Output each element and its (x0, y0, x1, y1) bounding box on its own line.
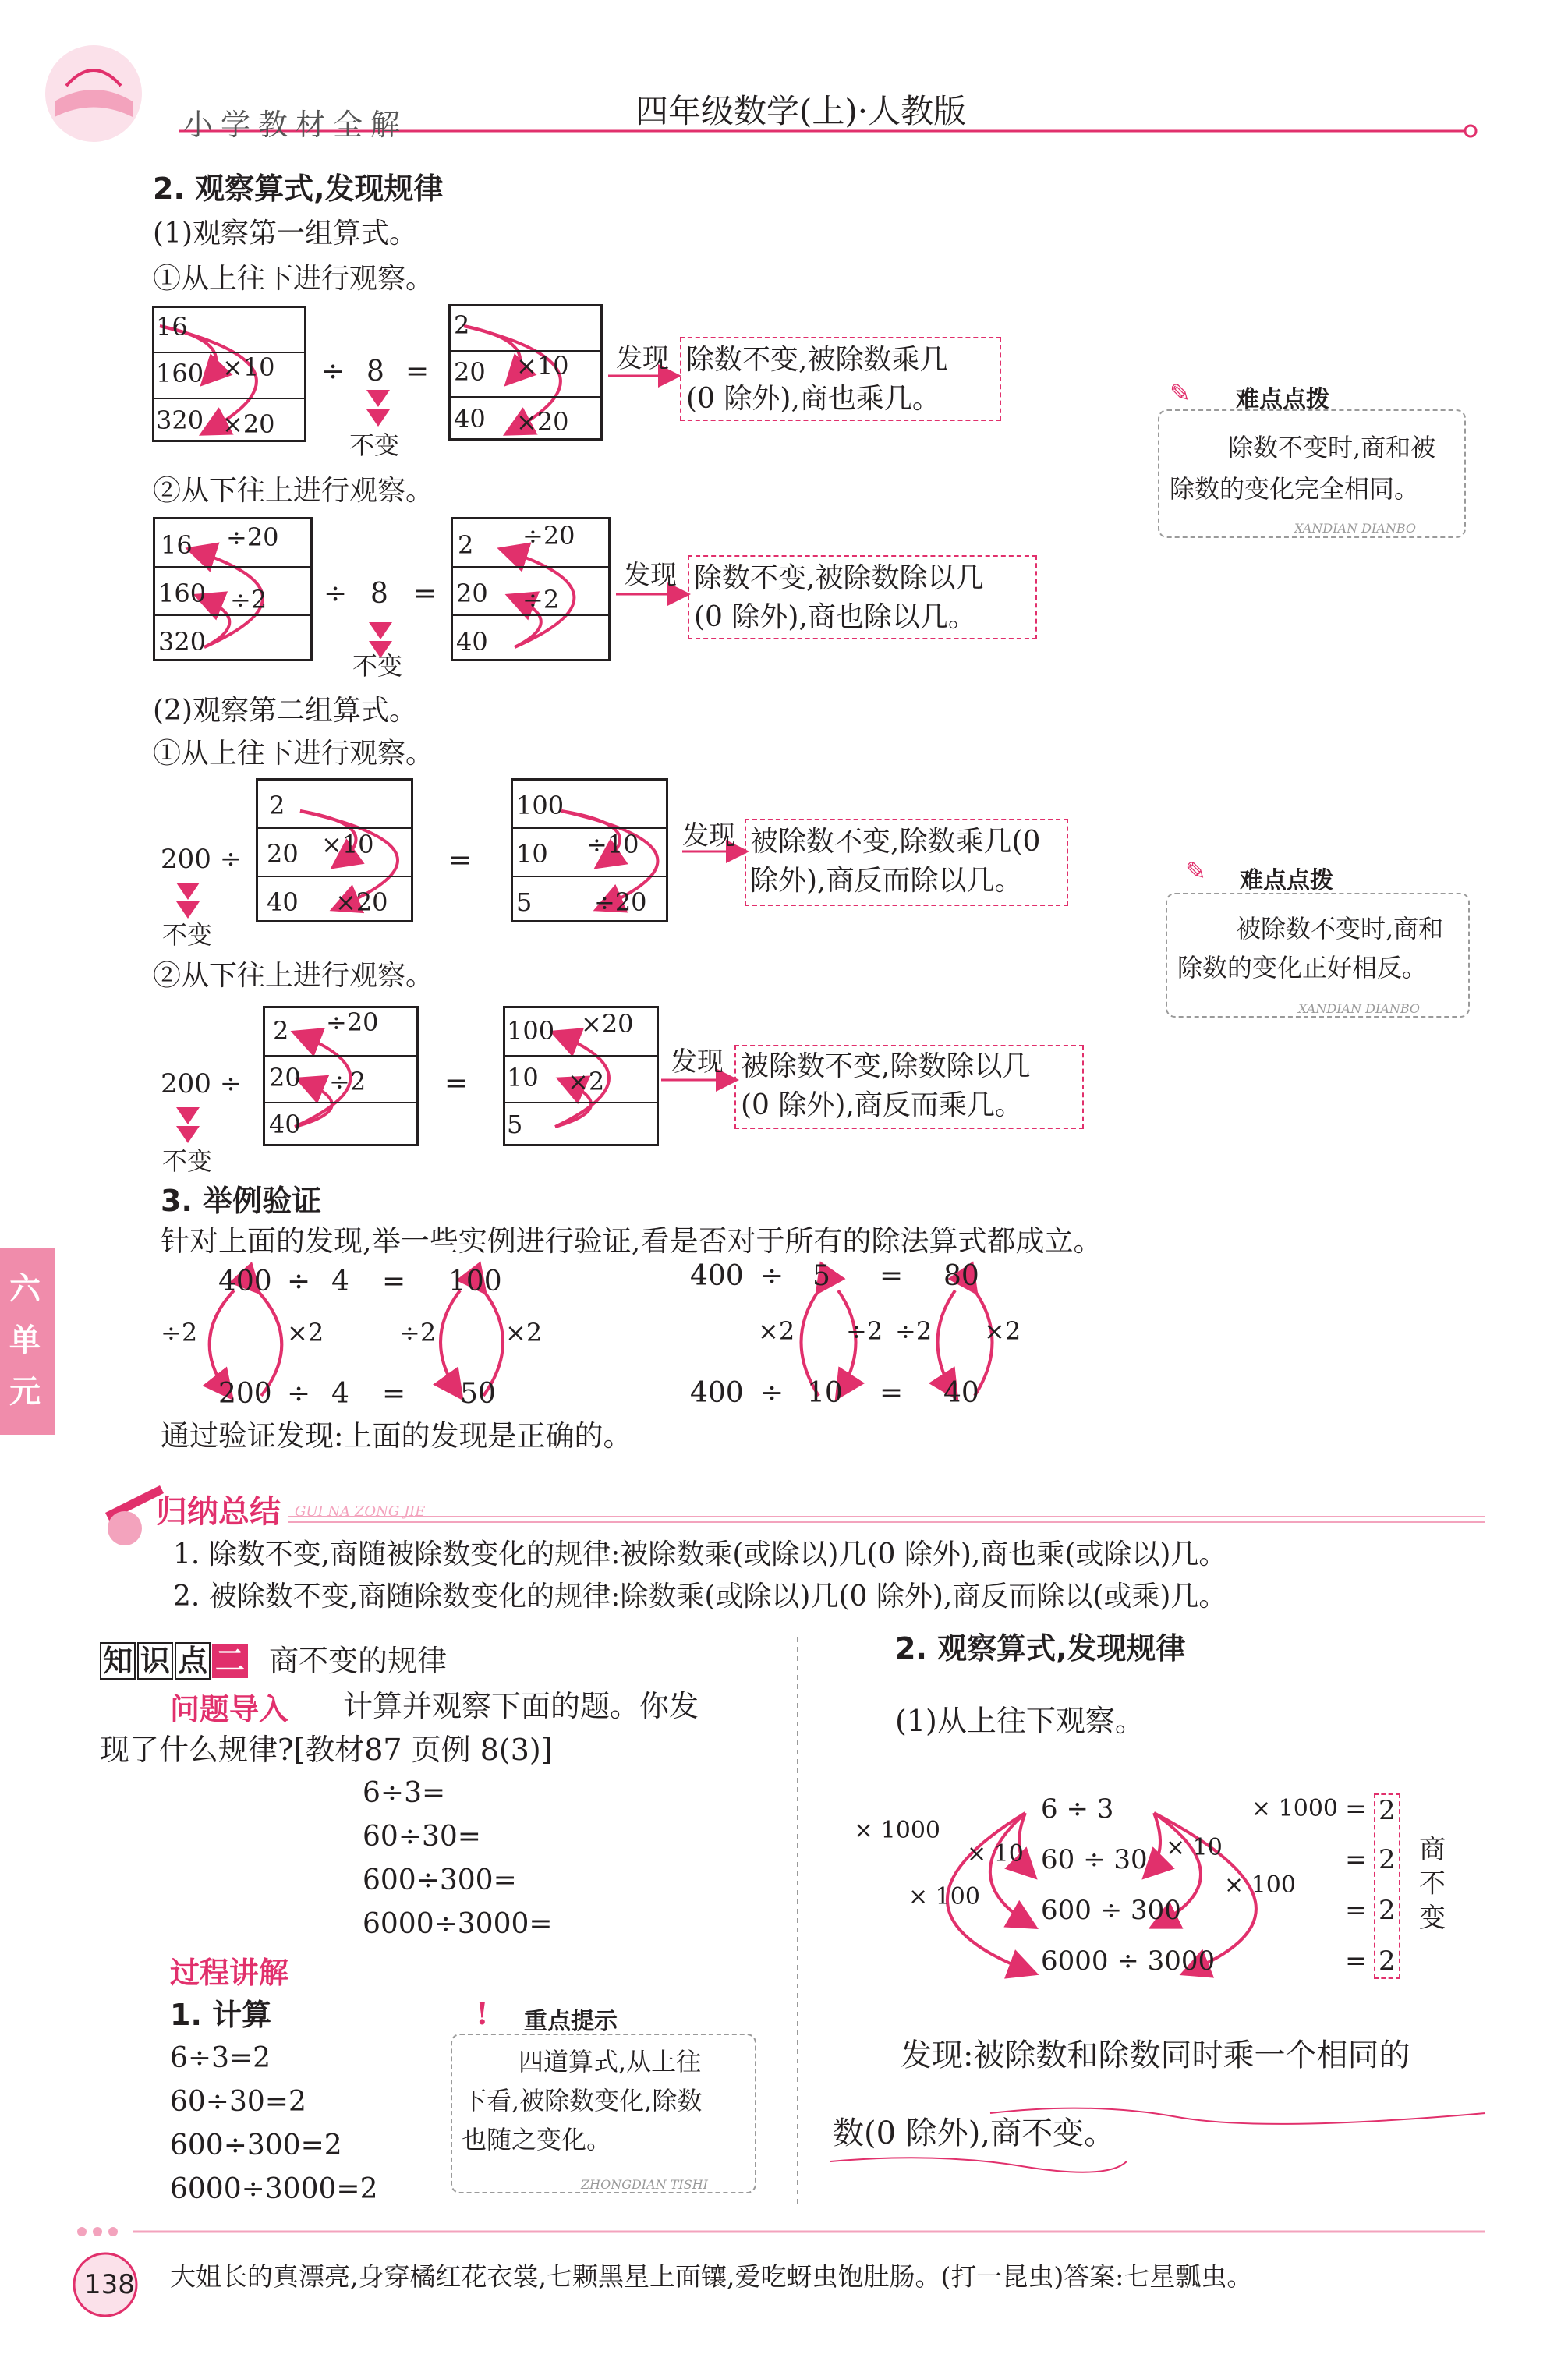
expr: 6 ÷ 3 (1041, 1793, 1114, 1825)
op-label: ×10 (222, 352, 275, 382)
op-label: ÷2 (522, 585, 560, 614)
cell: 40 (456, 627, 488, 657)
op-label: × 100 (1224, 1871, 1296, 1899)
cell: 40 (267, 887, 299, 917)
op-label: ÷20 (226, 522, 279, 552)
finding-text: 除数不变,被除数除以几 (694, 562, 984, 594)
op-label: ÷20 (594, 887, 647, 917)
unit-tab: 六单元 (9, 1271, 41, 1410)
finding-text: 除外),商反而除以几。 (750, 865, 1023, 897)
ex-op-label: ×2 (984, 1316, 1021, 1346)
equals-sign: = (448, 844, 473, 876)
op-label: ÷20 (522, 521, 575, 551)
cell: 40 (269, 1110, 301, 1139)
ex-op-label: ÷2 (161, 1318, 198, 1347)
summary-rule: 2. 被除数不变,商随除数变化的规律:除数乘(或除以)几(0 除外),商反而除以(或乘)几。 (173, 1581, 1227, 1613)
ex-num: 80 (943, 1260, 979, 1292)
kp-tag-char: 点 (175, 1642, 211, 1680)
expr: 60÷30= (363, 1821, 481, 1853)
equals-sign: = (1345, 1895, 1368, 1926)
op-label: ×10 (516, 351, 569, 381)
equals-sign: = (444, 1067, 469, 1099)
result: 6÷3=2 (170, 2042, 271, 2074)
result: 6000÷3000=2 (170, 2173, 378, 2205)
ex-op-label: ÷2 (846, 1316, 883, 1346)
ex-op-label: ×2 (287, 1318, 324, 1347)
tip-pinyin: XANDIAN DIANBO (1298, 1001, 1421, 1016)
kp-title: 商不变的规律 (269, 1644, 448, 1678)
key-text: 也随之变化。 (462, 2125, 612, 2154)
ex-op: = (382, 1266, 406, 1298)
expr: 600÷300= (363, 1864, 517, 1896)
cell: 10 (507, 1063, 539, 1092)
result: 2 (1379, 1945, 1396, 1977)
cell: 320 (156, 405, 204, 435)
logo-book-icon (45, 45, 142, 142)
found-label: 发现 (624, 560, 677, 591)
expr: 6000 ÷ 3000 (1041, 1945, 1216, 1977)
finding-text: (0 除外),商也乘几。 (686, 383, 940, 415)
intro-label: 问题导入 (170, 1692, 289, 1726)
ex-num: 400 (690, 1377, 744, 1409)
intro-text: 现了什么规律?[教材87 页例 8(3)] (100, 1733, 553, 1767)
divisor: 8 (366, 356, 384, 388)
ex-op: = (382, 1378, 406, 1410)
op-label: × 1000 (1251, 1795, 1339, 1822)
sec3-intro: 针对上面的发现,举一些实例进行验证,看是否对于所有的除法算式都成立。 (161, 1224, 1103, 1258)
divisor: 8 (370, 578, 388, 610)
ex-num: 100 (448, 1266, 502, 1298)
result: 60÷30=2 (170, 2086, 306, 2118)
expr: 6÷3= (363, 1777, 446, 1809)
expr: 6000÷3000= (363, 1908, 553, 1940)
quotient-unchanged-note: 商不变 (1419, 1834, 1446, 1934)
ex-num: 50 (460, 1378, 496, 1410)
group1-heading: (1)观察第一组算式。 (153, 218, 417, 250)
ex-num: 10 (807, 1377, 843, 1409)
op-label: × 10 (1166, 1834, 1223, 1861)
tip-text: 除数不变时,商和被 (1228, 433, 1436, 462)
cell: 2 (458, 530, 474, 560)
book-title: 四年级数学(上)·人教版 (635, 92, 967, 130)
ex-op: = (880, 1377, 904, 1409)
top-down-label: ①从上往下进行观察。 (153, 738, 434, 770)
intro-text: 计算并观察下面的题。你发 (343, 1689, 699, 1723)
top-down-label: ①从上往下进行观察。 (153, 263, 434, 295)
cell: 20 (454, 357, 486, 387)
cell: 5 (507, 1110, 523, 1139)
divide-sign: ÷ (321, 356, 345, 388)
cell: 160 (156, 359, 204, 388)
finding-text: 被除数不变,除数乘几(0 (750, 826, 1041, 858)
constant-label: 不变 (162, 920, 213, 950)
tip-text: 被除数不变时,商和 (1236, 914, 1444, 944)
ex-num: 5 (812, 1260, 830, 1292)
constant-label: 不变 (349, 430, 400, 460)
op-label: ×20 (516, 407, 569, 437)
op-label: ÷20 (326, 1007, 379, 1037)
ex-op: ÷ (760, 1377, 784, 1409)
found-label: 发现 (616, 343, 669, 374)
found-label: 发现 (682, 820, 735, 851)
cell: 2 (273, 1016, 289, 1046)
summary-title: 归纳总结 (156, 1494, 281, 1530)
ex-op: ÷ (287, 1266, 311, 1298)
tip-label: 难点点拨 (1236, 386, 1329, 413)
cell: 100 (507, 1016, 555, 1046)
ex-num: 4 (331, 1378, 349, 1410)
op-label: ×10 (321, 830, 374, 859)
constant-label: 不变 (162, 1146, 213, 1176)
finding-text: 除数不变,被除数乘几 (686, 344, 948, 376)
dividend-expr: 200 ÷ (161, 844, 242, 875)
op-label: ÷2 (329, 1067, 366, 1096)
cell: 20 (267, 839, 299, 869)
right-sub: (1)从上往下观察。 (895, 1704, 1145, 1738)
sec2-heading: 2. 观察算式,发现规律 (153, 172, 444, 206)
op-label: ÷2 (230, 585, 267, 614)
tip-text: 除数的变化完全相同。 (1170, 474, 1420, 504)
series-name: 小学教材全解 (183, 108, 409, 142)
found-label: 发现 (671, 1046, 724, 1078)
cell: 16 (161, 530, 193, 560)
finding-text: (0 除外),商反而乘几。 (741, 1089, 1023, 1121)
op-label: × 100 (908, 1883, 980, 1910)
equals-sign: = (1345, 1793, 1368, 1825)
dividend-expr: 200 ÷ (161, 1068, 242, 1099)
equals-sign: = (413, 578, 437, 610)
ex-op-label: ÷2 (895, 1316, 933, 1346)
ex-op-label: ×2 (758, 1316, 795, 1346)
finding-text: (0 除外),商也除以几。 (694, 601, 976, 633)
ex-op: ÷ (760, 1260, 784, 1292)
pen-icon (105, 1485, 164, 1545)
kp-tag-char: 知 (100, 1642, 136, 1680)
cell: 320 (158, 627, 207, 657)
calc-heading: 1. 计算 (170, 1998, 272, 2032)
page-number: 138 (84, 2269, 135, 2300)
ex-op-label: ×2 (505, 1318, 543, 1347)
op-label: ×20 (222, 409, 275, 439)
op-label: ×2 (568, 1067, 605, 1096)
key-text: 下看,被除数变化,除数 (462, 2086, 703, 2115)
tip-pinyin: XANDIAN DIANBO (1294, 521, 1417, 536)
kp-tag-num: 二 (212, 1644, 248, 1678)
op-label: × 1000 (854, 1817, 941, 1844)
right-heading: 2. 观察算式,发现规律 (895, 1631, 1186, 1666)
kp-tag (100, 1644, 248, 1680)
bottom-up-label: ②从下往上进行观察。 (153, 960, 434, 992)
cell: 160 (158, 579, 207, 608)
cell: 16 (156, 312, 188, 342)
result: 2 (1379, 1795, 1396, 1826)
process-label: 过程讲解 (170, 1956, 289, 1990)
group2-heading: (2)观察第二组算式。 (153, 695, 417, 727)
tip-text: 除数的变化正好相反。 (1177, 953, 1428, 982)
ex-op: ÷ (287, 1378, 311, 1410)
op-label: ÷10 (586, 830, 639, 859)
constant-label: 不变 (352, 651, 403, 681)
cell: 20 (269, 1063, 301, 1092)
equals-sign: = (1345, 1844, 1368, 1875)
cell: 20 (456, 579, 488, 608)
key-text: 四道算式,从上往 (519, 2047, 702, 2076)
key-label: 重点提示 (524, 2008, 618, 2035)
tip-label: 难点点拨 (1240, 867, 1333, 894)
finding-text: 数(0 除外),商不变。 (833, 2115, 1116, 2151)
sec3-conclusion: 通过验证发现:上面的发现是正确的。 (161, 1419, 632, 1453)
ex-num: 400 (690, 1260, 744, 1292)
summary-pinyin: GUI NA ZONG JIE (295, 1503, 426, 1520)
result: 2 (1379, 1844, 1396, 1875)
op-label: × 10 (967, 1840, 1024, 1868)
exclaim-icon: ! (476, 1996, 489, 2031)
ex-num: 40 (943, 1377, 979, 1409)
ex-op: = (880, 1260, 904, 1292)
bottom-up-label: ②从下往上进行观察。 (153, 475, 434, 507)
cell: 100 (516, 791, 565, 820)
footer-riddle: 大姐长的真漂亮,身穿橘红花衣裳,七颗黑星上面镶,爱吃蚜虫饱肚肠。(打一昆虫)答案:七星瓢虫。 (170, 2261, 1253, 2292)
pen-icon: ✎ (1170, 378, 1191, 408)
divide-sign: ÷ (324, 578, 348, 610)
op-label: ×20 (581, 1009, 634, 1039)
ex-num: 4 (331, 1266, 349, 1298)
finding-text: 发现:被除数和除数同时乘一个相同的 (901, 2038, 1410, 2073)
expr: 60 ÷ 30 (1041, 1844, 1148, 1875)
ex-num: 200 (218, 1378, 272, 1410)
pen-icon: ✎ (1185, 856, 1206, 886)
equals-sign: = (1345, 1945, 1368, 1977)
cell: 2 (454, 310, 470, 340)
ex-num: 400 (218, 1266, 272, 1298)
cell: 2 (269, 791, 285, 820)
summary-rule: 1. 除数不变,商随被除数变化的规律:被除数乘(或除以)几(0 除外),商也乘(或除以)几。 (173, 1538, 1227, 1570)
sec3-heading: 3. 举例验证 (161, 1184, 322, 1218)
finding-text: 被除数不变,除数除以几 (741, 1050, 1031, 1082)
key-pinyin: ZHONGDIAN TISHI (581, 2177, 708, 2192)
op-label: ×20 (335, 887, 388, 917)
expr: 600 ÷ 300 (1041, 1895, 1181, 1926)
cell: 40 (454, 404, 486, 434)
ex-op-label: ÷2 (399, 1318, 437, 1347)
kp-tag-char: 识 (137, 1642, 173, 1680)
result: 600÷300=2 (170, 2130, 342, 2161)
equals-sign: = (405, 356, 430, 388)
result: 2 (1379, 1895, 1396, 1926)
cell: 5 (516, 887, 533, 917)
cell: 10 (516, 839, 548, 869)
